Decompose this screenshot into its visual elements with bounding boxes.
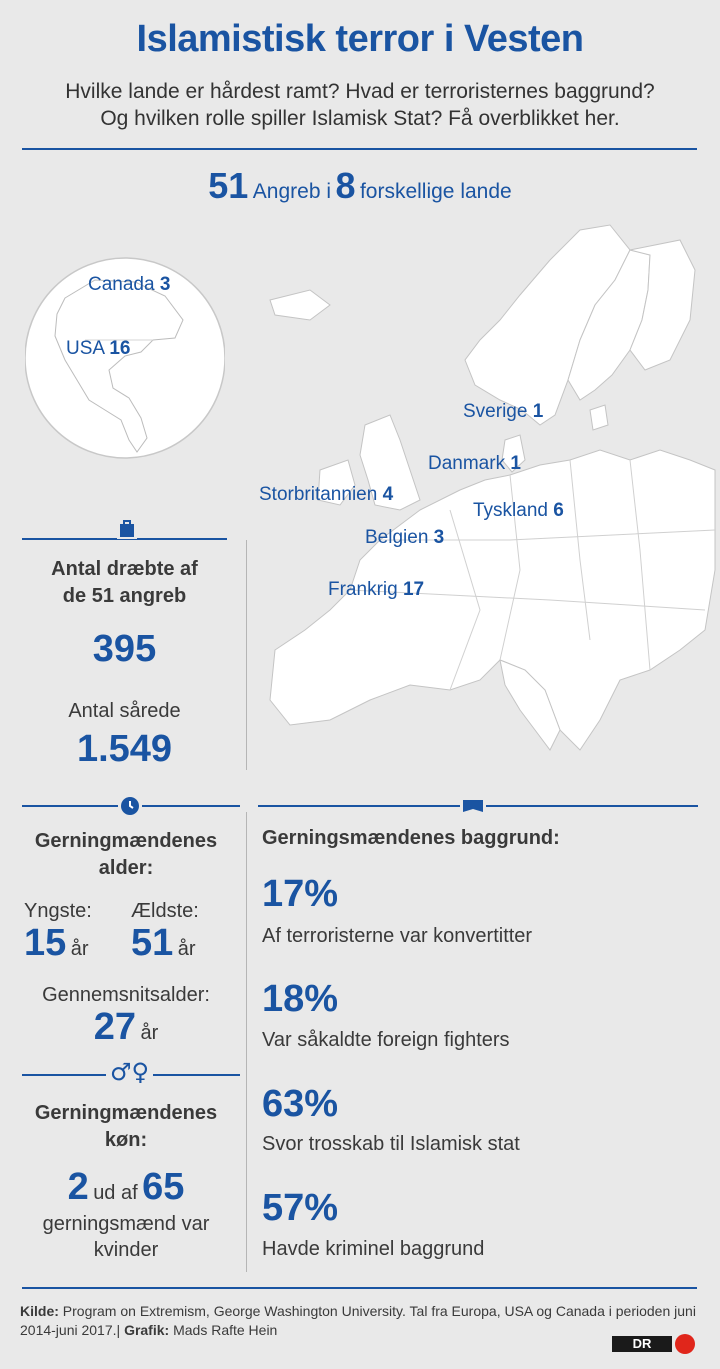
oldest-value: 51 — [131, 922, 174, 964]
bg-text-4: Havde kriminel baggrund — [262, 1238, 485, 1260]
total-count: 65 — [142, 1166, 185, 1208]
label-danmark-value: 1 — [510, 453, 521, 474]
average-value: 27 — [93, 1006, 137, 1048]
injured-value: 1.549 — [76, 728, 173, 770]
gender-heading — [12, 1100, 240, 1154]
background-heading: Gerningsmændenes baggrund: — [262, 827, 560, 849]
subtitle-line-1: Hvilke lande er hårdest ramt? Hvad er terroristernes baggrund? — [65, 80, 655, 103]
label-usa — [66, 338, 130, 360]
label-tyskland-value: 6 — [553, 500, 564, 521]
age-heading-line2: alder: — [98, 857, 154, 879]
dr-logo-icon — [612, 1333, 696, 1355]
label-danmark — [428, 453, 521, 475]
header-divider — [22, 148, 697, 150]
label-canada-value: 3 — [159, 274, 171, 295]
women-count: 2 — [67, 1166, 89, 1208]
attacks-count: 51 — [208, 165, 249, 206]
bg-text-2: Var såkaldte foreign fighters — [262, 1029, 510, 1051]
youngest-value: 15 — [24, 922, 67, 964]
killed-value: 395 — [92, 628, 157, 670]
bg-pct-3: 63% — [262, 1083, 339, 1125]
killed-heading — [22, 556, 227, 610]
label-belgien-name: Belgien — [365, 527, 429, 548]
label-sverige — [463, 401, 543, 423]
label-tyskland-name: Tyskland — [473, 500, 548, 521]
subtitle-line-2: Og hvilken rolle spiller Islamisk Stat? Få overblikket her. — [100, 107, 620, 130]
age-heading-line1: Gerningmændenes — [34, 830, 218, 852]
gender-heading-line2: køn: — [104, 1129, 148, 1151]
bg-text-3: Svor trosskab til Islamisk stat — [262, 1133, 520, 1155]
gender-icon: ♂♀ — [106, 1058, 153, 1086]
bag-icon — [115, 517, 139, 541]
graphic-text: Mads Rafte Hein — [173, 1322, 278, 1338]
average-unit: år — [140, 1022, 159, 1044]
gender-desc — [12, 1211, 240, 1263]
label-frankrig-name: Frankrig — [328, 579, 398, 600]
source-label: Kilde: — [20, 1303, 59, 1319]
page-title: Islamistisk terror i Vesten — [136, 18, 584, 60]
graphic-label: Grafik: — [124, 1322, 170, 1338]
label-usa-name: USA — [66, 338, 105, 359]
label-sverige-value: 1 — [532, 401, 544, 422]
of-label: ud af — [93, 1182, 138, 1204]
footer-divider — [22, 1287, 697, 1289]
oldest-label: Ældste: — [131, 900, 199, 922]
label-belgien-value: 3 — [433, 527, 445, 548]
label-frankrig-value: 17 — [402, 579, 425, 600]
label-usa-value: 16 — [109, 338, 131, 359]
oldest-value-group — [131, 922, 196, 965]
label-belgien — [365, 527, 444, 549]
bg-pct-2: 18% — [262, 978, 339, 1020]
dr-logo-text: DR — [612, 1336, 672, 1352]
clock-icon — [118, 794, 142, 818]
label-canada-name: Canada — [88, 274, 155, 295]
gender-heading-line1: Gerningmændenes — [34, 1102, 218, 1124]
killed-heading-line1: Antal dræbte af — [51, 558, 198, 580]
label-tyskland — [473, 500, 564, 522]
attacks-label: Angreb i — [252, 180, 331, 203]
average-value-group — [12, 1006, 240, 1049]
label-storbritannien — [259, 484, 393, 506]
countries-count: 8 — [335, 165, 356, 206]
vertical-divider-bottom — [246, 812, 247, 1272]
gender-desc-line2: kvinder — [93, 1239, 159, 1261]
age-heading — [12, 828, 240, 882]
youngest-label: Yngste: — [24, 900, 92, 922]
label-storbritannien-value: 4 — [382, 484, 394, 505]
footer-text — [20, 1302, 700, 1340]
gender-desc-line1: gerningsmænd var — [42, 1213, 210, 1235]
source-text: Program on Extremism, George Washington University. Tal fra Europa, USA og Canada i perioden juni 2014-juni 2017.| — [20, 1303, 696, 1338]
bg-pct-4: 57% — [262, 1187, 339, 1229]
label-danmark-name: Danmark — [428, 453, 506, 474]
youngest-value-group — [24, 922, 89, 965]
countries-label: forskellige lande — [359, 180, 512, 203]
youngest-unit: år — [70, 938, 89, 960]
label-sverige-name: Sverige — [463, 401, 528, 422]
summary-line — [0, 165, 720, 207]
label-frankrig — [328, 579, 424, 601]
gender-ratio — [12, 1166, 240, 1209]
flag-icon — [460, 797, 486, 815]
average-label: Gennemsnitsalder: — [42, 984, 210, 1006]
oldest-unit: år — [177, 938, 196, 960]
label-storbritannien-name: Storbritannien — [259, 484, 378, 505]
dr-logo-circle — [675, 1334, 695, 1354]
killed-heading-line2: de 51 angreb — [62, 585, 187, 607]
injured-label: Antal sårede — [68, 700, 181, 722]
page-subtitle — [0, 78, 720, 132]
label-canada — [88, 274, 170, 296]
bg-pct-1: 17% — [262, 873, 339, 915]
bg-text-1: Af terroristerne var konvertitter — [262, 925, 533, 947]
vertical-divider-top — [246, 540, 247, 770]
